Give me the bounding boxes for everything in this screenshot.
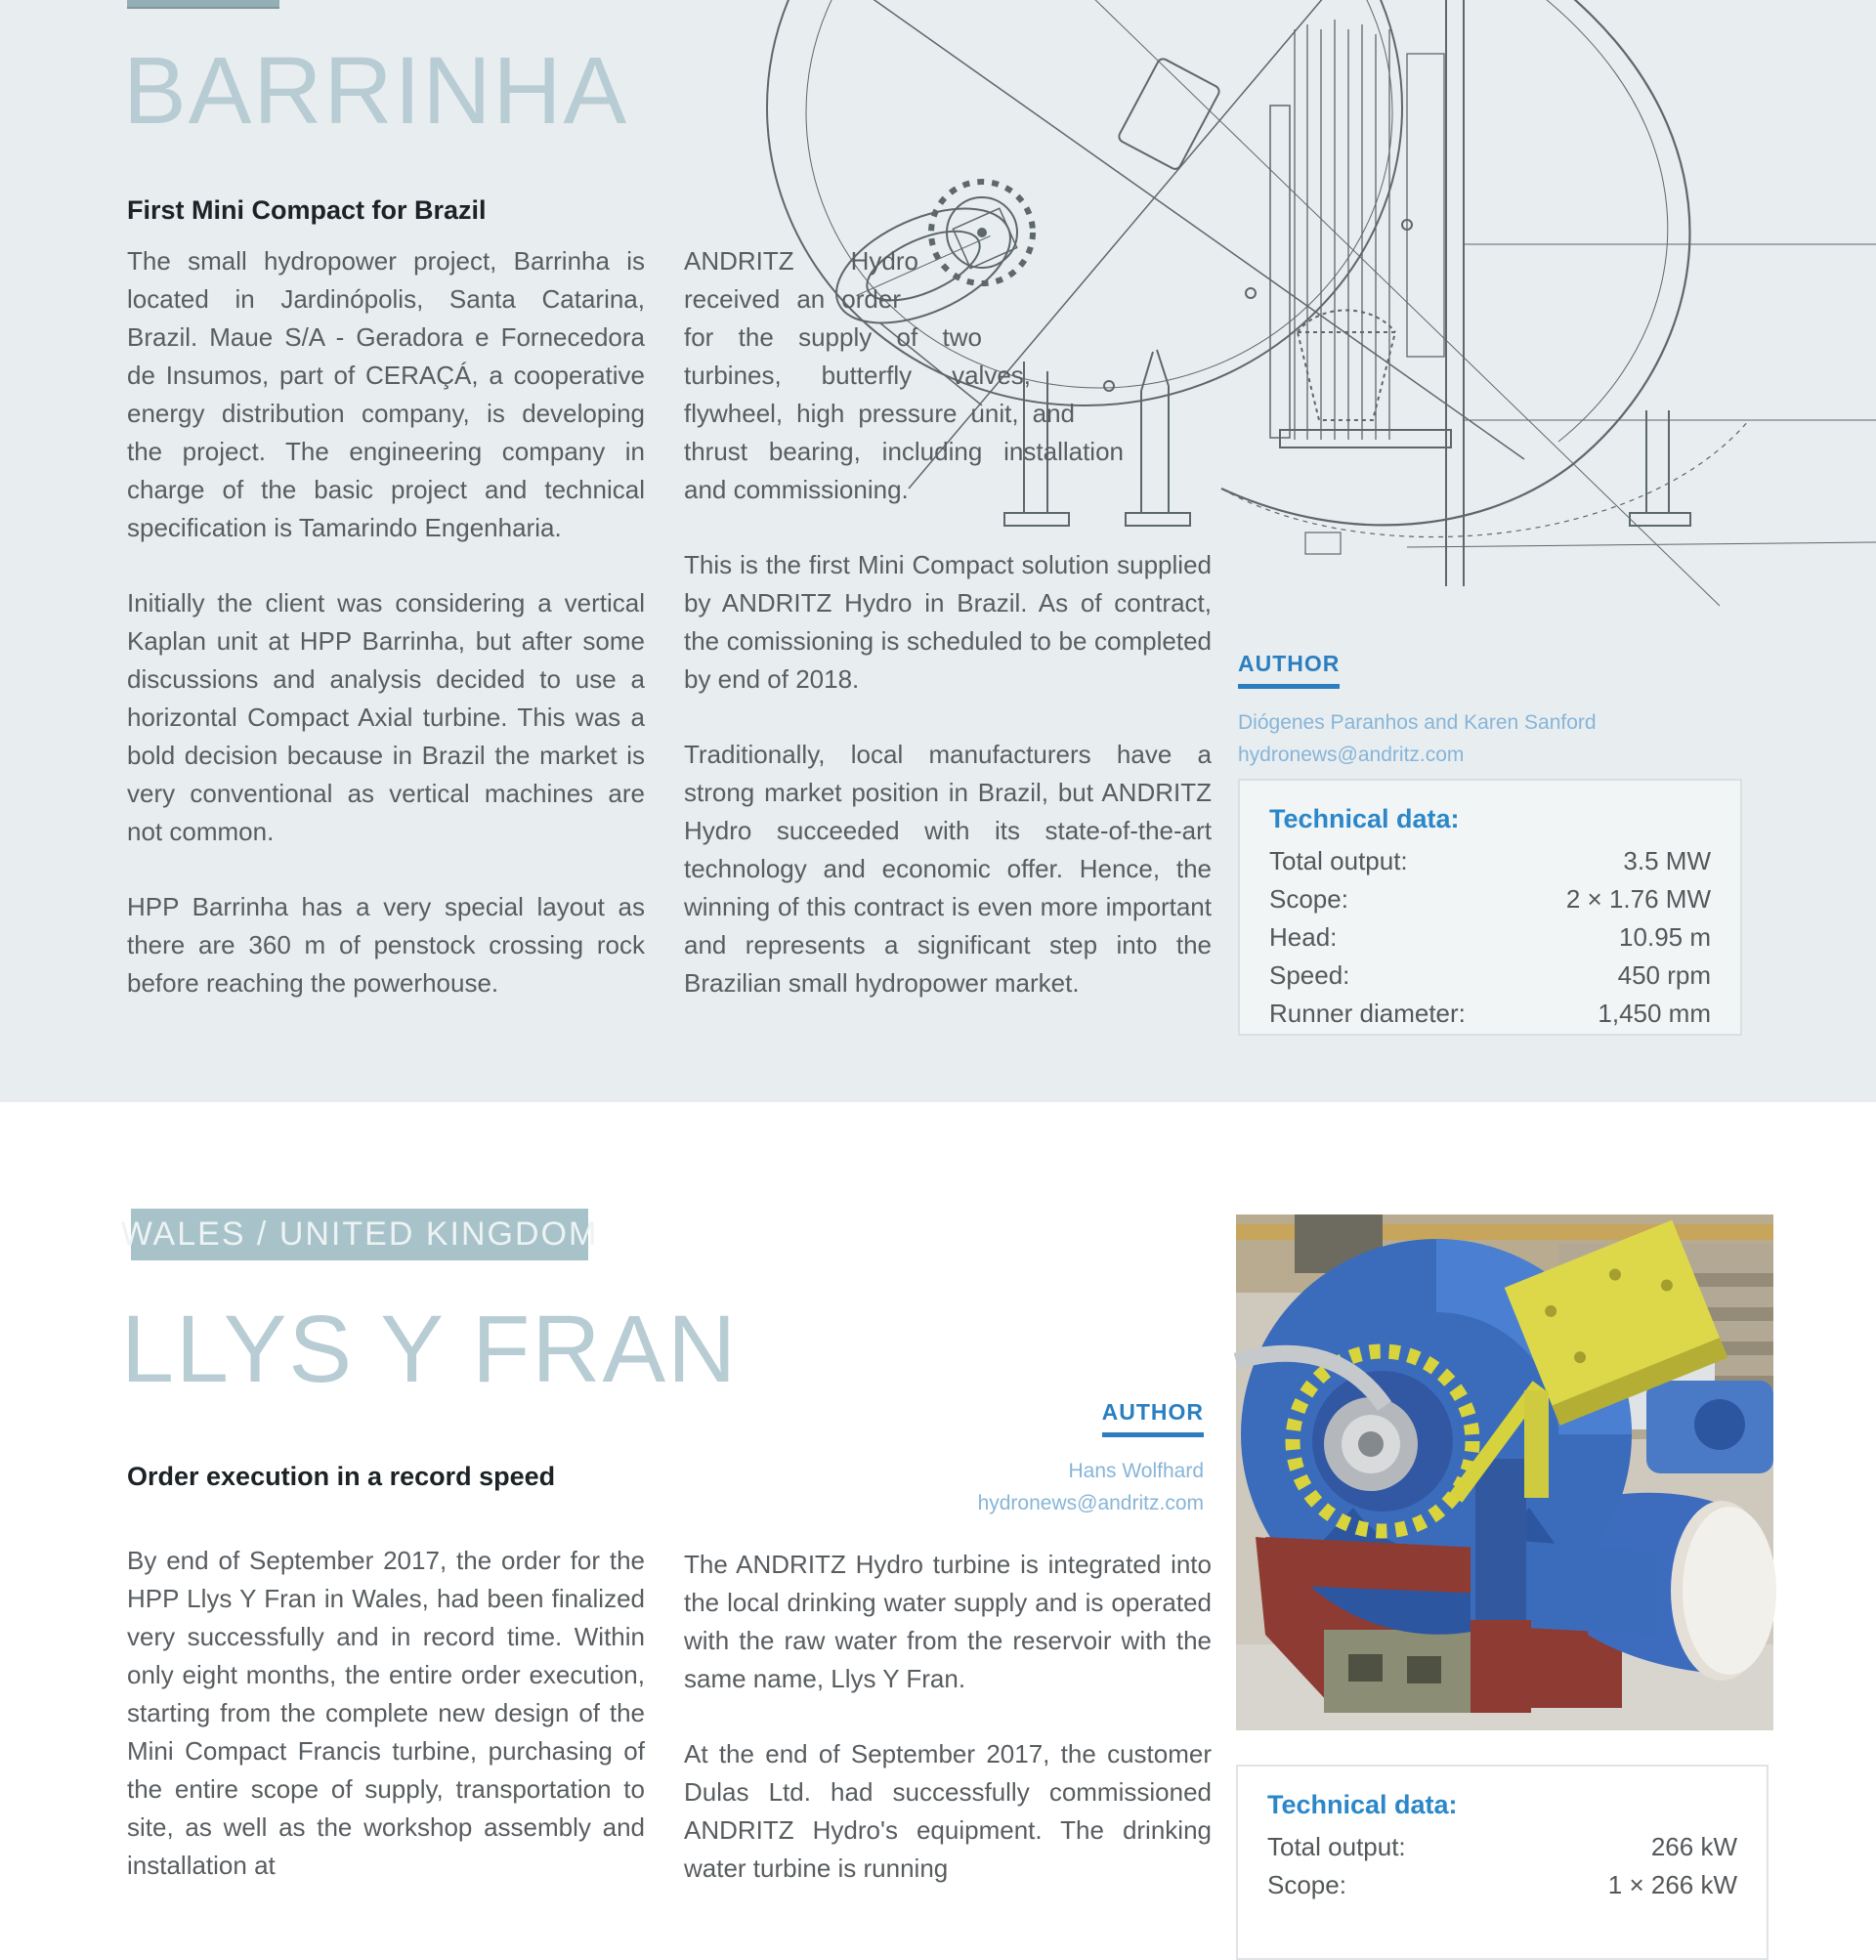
tech-value: 10.95 m <box>1619 922 1711 952</box>
technical-data-heading: Technical data: <box>1267 1790 1458 1819</box>
tech-label: Scope: <box>1267 1870 1346 1899</box>
llys-column-2 <box>684 1546 1212 1925</box>
paragraph: Initially the client was considering a vertical Kaplan unit at HPP Barrinha, but after some discussions and analysis decided to use a horizontal Compact Axial turbine. This was a bold decision because in Brazil the market is very conventional as vertical machines are not common. <box>127 588 645 846</box>
author-email[interactable]: hydronews@andritz.com <box>1238 744 1465 766</box>
article-title-llys: LLYS Y FRAN <box>121 1296 739 1402</box>
tech-row <box>1269 842 1711 880</box>
tech-row <box>1269 918 1711 957</box>
barrinha-technical-data-box <box>1238 779 1742 1036</box>
tech-row <box>1269 880 1711 918</box>
llys-technical-data-box <box>1236 1765 1769 1960</box>
paragraph: HPP Barrinha has a very special layout as there are 360 m of penstock crossing rock before reaching the powerhouse. <box>127 892 645 998</box>
paragraph: The ANDRITZ Hydro turbine is integrated into the local drinking water supply and is operated with the raw water from the reservoir with the same name, Llys Y Fran. <box>684 1550 1212 1693</box>
turbine-photo <box>1236 1214 1773 1730</box>
paragraph: By end of September 2017, the order for the HPP Llys Y Fran in Wales, had been finalized very successfully and in record time. Within only eight months, the entire order execution, starting from the complete new design of the Mini Compact Francis turbine, purchasing of the entire scope of supply, transportation to site, as well as the workshop assembly and installation at <box>127 1546 645 1880</box>
technical-data-heading: Technical data: <box>1269 804 1460 833</box>
article-subtitle-llys: Order execution in a record speed <box>127 1462 556 1491</box>
tech-label: Runner diameter: <box>1269 999 1466 1028</box>
paragraph: Traditionally, local manufacturers have a strong market position in Brazil, but ANDRITZ Hydro succeeded with its state-of-the-art technology and economic offer. Hence, the winning of this contract is even more important and represents a significant step into the Brazilian small hydropower market. <box>684 740 1212 998</box>
tech-label: Scope: <box>1269 884 1348 914</box>
tech-label: Total output: <box>1267 1832 1406 1861</box>
tech-row <box>1267 1866 1737 1904</box>
tech-label: Total output: <box>1269 846 1408 875</box>
barrinha-column-2 <box>684 242 1212 1040</box>
tech-value: 2 × 1.76 MW <box>1565 884 1711 914</box>
tech-row <box>1267 1828 1737 1866</box>
tech-value: 450 rpm <box>1617 960 1711 990</box>
article-title-barrinha: BARRINHA <box>123 37 629 144</box>
paragraph: This is the first Mini Compact solution supplied by ANDRITZ Hydro in Brazil. As of contract, the comissioning is scheduled to be completed by end of 2018. <box>684 550 1212 694</box>
paragraph: ANDRITZ Hydro received an order for the supply of two turbines, butterfly valves, flywheel, high pressure unit, and thrust bearing, including installation and commissioning. <box>684 246 1124 504</box>
paragraph: The small hydropower project, Barrinha is located in Jardinópolis, Santa Catarina, Brazil. Maue S/A - Geradora e Fornecedora de Insumos, part of CERAÇÁ, a cooperative energy distribution company, is developing the project. The engineering company in charge of the basic project and technical specification is Tamarindo Engenharia. <box>127 246 645 542</box>
author-email[interactable]: hydronews@andritz.com <box>977 1492 1204 1514</box>
barrinha-column-1 <box>127 242 645 1040</box>
author-names <box>1238 706 1746 771</box>
tech-value: 266 kW <box>1650 1832 1737 1861</box>
tech-value: 1 × 266 kW <box>1607 1870 1737 1899</box>
author-label: AUTHOR <box>1102 1399 1204 1437</box>
llys-column-1 <box>127 1542 645 1922</box>
author-label: AUTHOR <box>1238 651 1340 689</box>
author-name-line: Hans Wolfhard <box>1068 1460 1204 1482</box>
article-subtitle-barrinha: First Mini Compact for Brazil <box>127 195 487 225</box>
paragraph: At the end of September 2017, the customer Dulas Ltd. had successfully commissioned ANDRITZ Hydro's equipment. The drinking water turbine is running <box>684 1739 1212 1883</box>
author-names <box>684 1455 1204 1519</box>
tech-row <box>1269 995 1711 1033</box>
llys-author-block <box>684 1399 1204 1519</box>
country-tag-cropped <box>127 0 279 9</box>
tech-value: 3.5 MW <box>1623 846 1711 875</box>
tech-row <box>1269 957 1711 995</box>
tech-label: Speed: <box>1269 960 1350 990</box>
tech-value: 1,450 mm <box>1598 999 1711 1028</box>
barrinha-author-block <box>1238 651 1746 771</box>
author-name-line: Diógenes Paranhos and Karen Sanford <box>1238 711 1597 734</box>
country-tag: WALES / UNITED KINGDOM <box>131 1209 588 1260</box>
tech-label: Head: <box>1269 922 1338 952</box>
